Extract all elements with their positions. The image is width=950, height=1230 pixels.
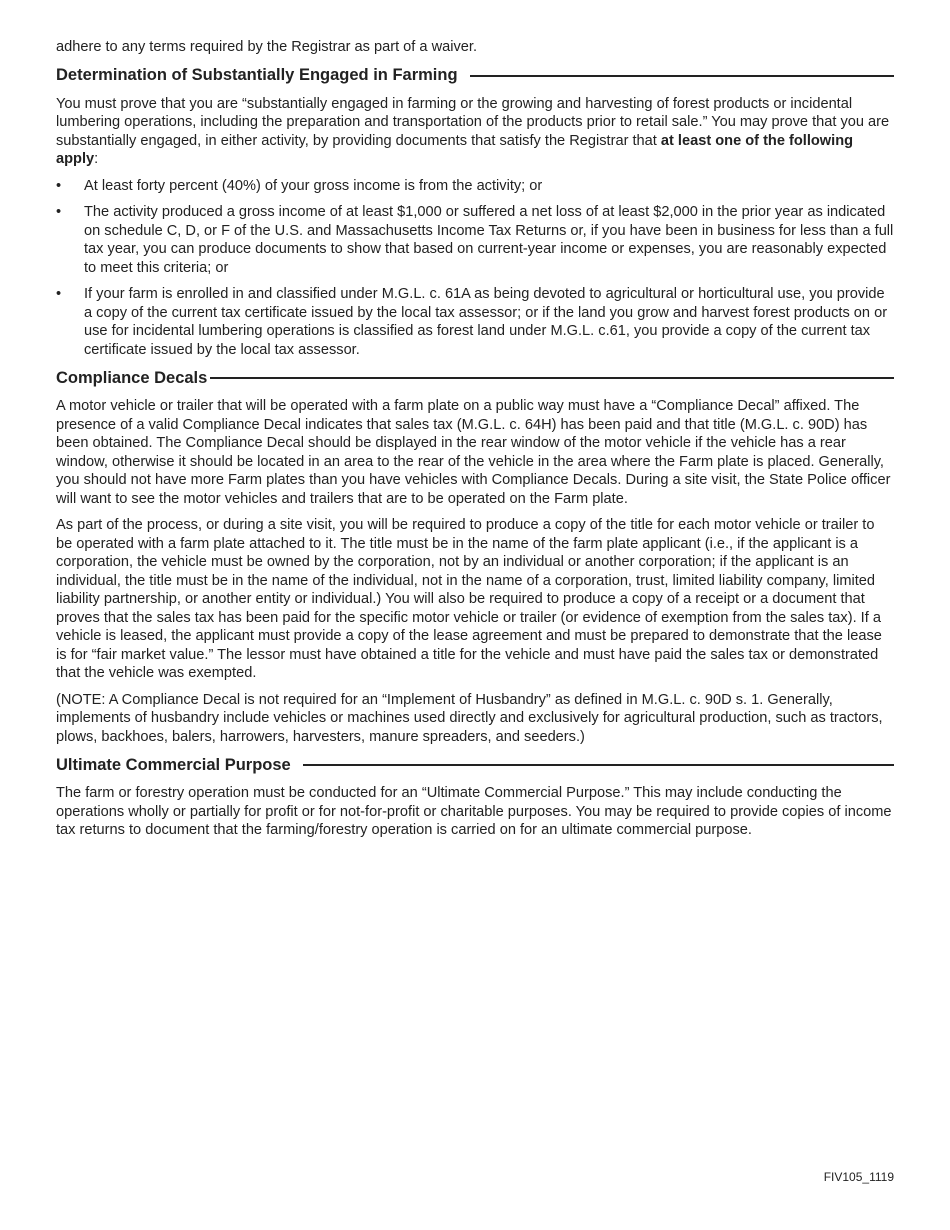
section-header-ultimate-commercial-purpose <box>56 754 894 776</box>
list-item <box>56 203 894 277</box>
paragraph-colon: : <box>94 151 99 167</box>
paragraph-text: You must prove that you are “substantially engaged in farming or the growing and harvesting of forest products or incidental lumbering operations, including the preparation and transportation of the products prior to retail sale.” You may prove that you are substantially engaged, in either activity, by providing documents that satisfy the Registrar that <box>56 95 890 149</box>
bullet-icon: • <box>56 204 62 220</box>
section-heading: Compliance Decals <box>56 368 208 387</box>
bullet-icon: • <box>56 286 62 302</box>
criteria-list <box>56 177 894 360</box>
heading-rule <box>210 377 894 379</box>
list-item-text: The activity produced a gross income of at least $1,000 or suffered a net loss of at least $2,000 in the prior year as indicated on schedule C, D, or F of the U.S. and Massachusetts Income Tax Returns or, if you have been in business for less than a full tax year, you can produce documents to show that based on current-year income or expenses, you are reasonably expected to meet this criteria; or <box>84 204 894 276</box>
form-id: FIV105_1119 <box>823 1170 894 1184</box>
list-item <box>56 285 894 359</box>
section-heading: Determination of Substantially Engaged in Farming <box>56 66 458 85</box>
heading-rule <box>470 75 894 77</box>
bullet-icon: • <box>56 177 62 194</box>
paragraph-commercial-purpose: The farm or forestry operation must be conducted for an “Ultimate Commercial Purpose.” This may include conducting the operations wholly or partially for profit or for not-for-profit or charitable purposes. You may be required to provide copies of income tax returns to document that the farming/forestry operation is carried on for an ultimate commercial purpose. <box>56 785 892 838</box>
intro-line: adhere to any terms required by the Registrar as part of a waiver. <box>56 39 477 55</box>
paragraph-husbandry-note: (NOTE: A Compliance Decal is not required for an “Implement of Husbandry” as defined in M.G.L. c. 90D s. 1. Generally, implements of husbandry include vehicles or machines used directly and exclusively for agricultural production, such as tractors, plows, backhoes, balers, harrowers, harvesters, manure spreaders, and seeders.) <box>56 691 883 745</box>
list-item-text: If your farm is enrolled in and classified under M.G.L. c. 61A as being devoted to agricultural or horticultural use, you provide a copy of the current tax certificate issued by the local tax assessor; or if the land you grow and harvest forest products on or use for incidental lumbering operations is classified as forest land under M.G.L. c.61, you provide a copy of the current tax certificate issued by the local tax assessor. <box>84 286 888 358</box>
paragraph-compliance-decal-requirement: A motor vehicle or trailer that will be operated with a farm plate on a public way must have a “Compliance Decal” affixed. The presence of a valid Compliance Decal indicates that sales tax (M.G.L. c. 64H) has been paid and that title (M.G.L. c. 90D) has been obtained. The Compliance Decal should be displayed in the rear window of the motor vehicle if the vehicle has a rear window, otherwise it should be located in an area to the rear of the vehicle in the area where the Farm plate is placed. Generally, you should not have more Farm plates than you have vehicles with Compliance Decals. During a site visit, the State Police officer will want to see the motor vehicles and trailers that are to be operated on the Farm plate. <box>56 398 891 507</box>
heading-rule <box>303 764 894 766</box>
section-header-compliance-decals <box>56 367 894 389</box>
section-header-substantially-engaged <box>56 65 894 87</box>
list-item-text: At least forty percent (40%) of your gross income is from the activity; or <box>84 177 543 194</box>
document-page <box>56 38 894 848</box>
section-heading: Ultimate Commercial Purpose <box>56 755 291 774</box>
paragraph-title-requirement: As part of the process, or during a site visit, you will be required to produce a copy of the title for each motor vehicle or trailer to be operated with a farm plate attached to it. The title must be in the name of the farm plate applicant (i.e., if the applicant is a corporation, the vehicle must be owned by the corporation, not by an individual or another corporation; if the applicant is an individual, the title must be in the name of the individual, not in the name of a corporation, trust, limited liability company, limited liability partnership, or another entity or individual.) You will also be required to produce a copy of a receipt or a document that proves that the sales tax has been paid for the specific motor vehicle or trailer (or evidence of exemption from the sales tax). If a vehicle is leased, the applicant must provide a copy of the lease agreement and must be prepared to demonstrate that the lease is for “fair market value.” The lessor must have obtained a title for the vehicle and must have paid the sales tax or demonstrated that the vehicle was exempted. <box>56 517 882 681</box>
list-item <box>56 177 894 196</box>
paragraph-substantially-engaged-intro <box>56 95 894 169</box>
paragraph-bold-text: at least one of the following apply <box>56 132 854 167</box>
